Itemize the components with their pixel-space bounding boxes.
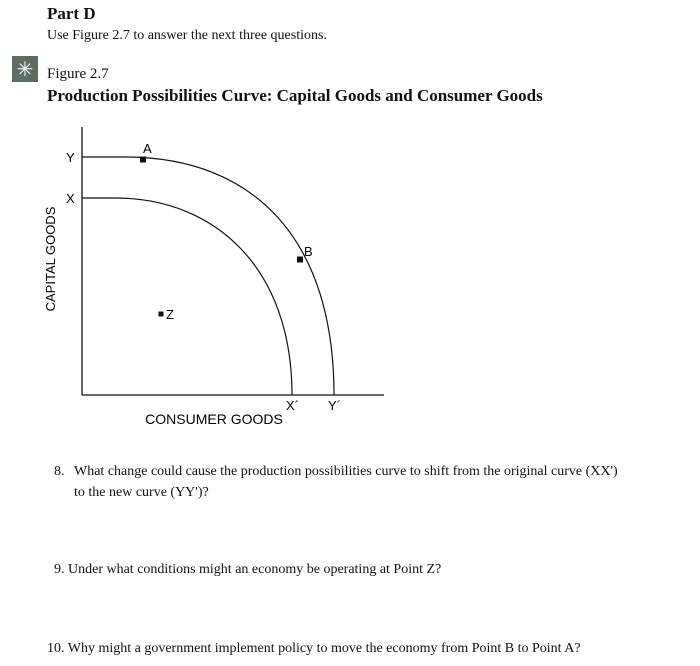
question-9-number: 9. bbox=[54, 562, 65, 577]
x-axis-label: CONSUMER GOODS bbox=[145, 411, 283, 427]
figure-title: Production Possibilities Curve: Capital Goods and Consumer Goods bbox=[47, 86, 543, 105]
figure-number: Figure 2.7 bbox=[47, 66, 109, 82]
asterisk-icon: ✳ bbox=[12, 56, 38, 82]
y-intercept-inner-label: X bbox=[66, 191, 75, 206]
point-b-label: B bbox=[304, 244, 313, 259]
y-intercept-outer-label: Y bbox=[66, 150, 75, 165]
question-8-number: 8. bbox=[54, 464, 65, 479]
curve-yy bbox=[82, 157, 334, 395]
question-10 bbox=[47, 638, 581, 659]
question-10-number: 10. bbox=[47, 641, 65, 656]
point-a-label: A bbox=[143, 141, 152, 156]
x-intercept-outer-label: Y´ bbox=[328, 398, 341, 413]
part-heading: Part D bbox=[47, 4, 96, 23]
question-8-line-2: to the new curve (YY')? bbox=[74, 485, 209, 500]
point-z-label: Z bbox=[166, 307, 174, 322]
point-a-marker bbox=[140, 157, 146, 163]
point-b-marker bbox=[297, 257, 303, 263]
y-axis-label: CAPITAL GOODS bbox=[43, 206, 58, 312]
point-z-marker bbox=[159, 312, 164, 317]
question-9-text: Under what conditions might an economy be operating at Point Z? bbox=[68, 562, 442, 577]
x-intercept-inner-label: X´ bbox=[286, 398, 299, 413]
instructions-text: Use Figure 2.7 to answer the next three questions. bbox=[47, 28, 327, 43]
question-8 bbox=[54, 461, 694, 503]
question-10-text: Why might a government implement policy to move the economy from Point B to Point A? bbox=[67, 641, 581, 656]
question-9 bbox=[54, 559, 441, 580]
curve-xx bbox=[82, 198, 292, 395]
question-8-line-1: What change could cause the production possibilities curve to shift from the original curve (XX') bbox=[74, 464, 618, 479]
